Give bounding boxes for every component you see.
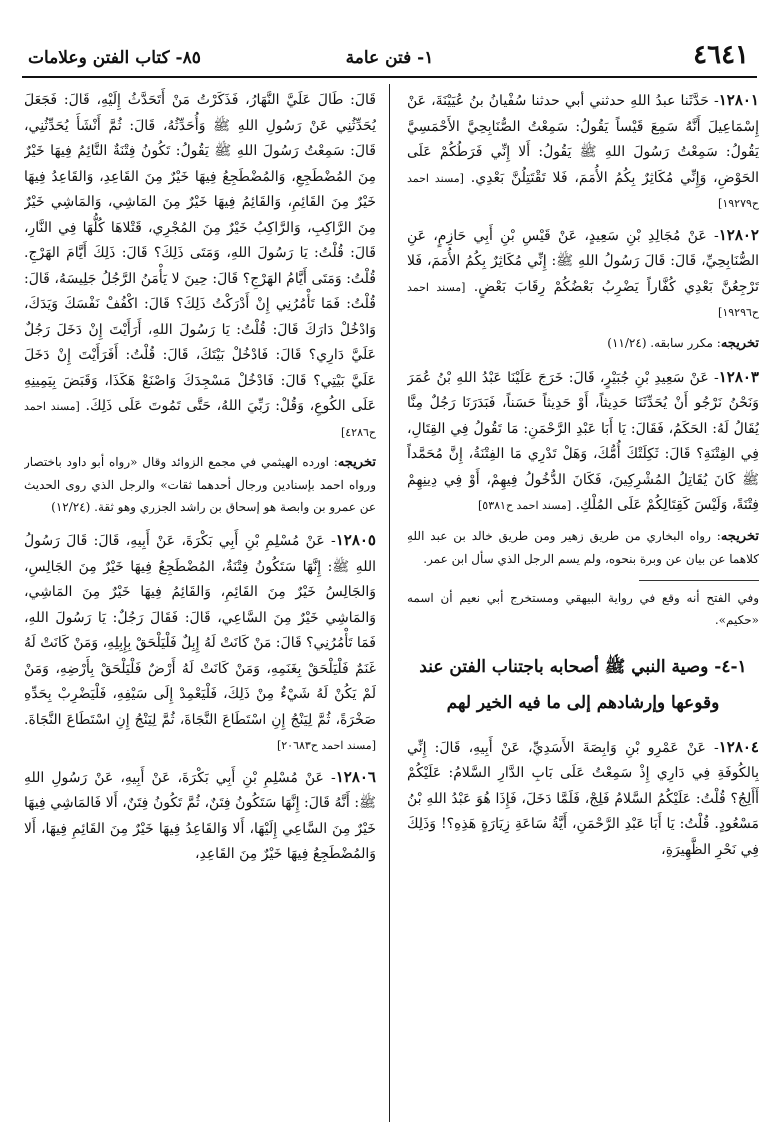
hadith-text: - عَنْ مُسْلِمِ بْنِ أَبِي بَكْرَةَ، عَنْ أَبِيهِ، عَنْ رَسُولِ اللهِ ﷺ: أَنَّهُ قَالَ: إِنَّهَا سَتَكُونُ فِتَنٌ، ثُمَّ تَكُونُ فِتَنٌ، أَلا فَالمَاشِي فِيهَا خَيْرٌ مِنَ السَّاعِي إِلَيْهَا، أَلا وَالقَاعِدُ فِيهَا خَيْرٌ مِنَ القَائِمِ فِيهَا، أَلا وَالمُضْطَجِعُ فِيهَا خَيْرٌ مِنَ القَاعِدِ، (24, 769, 376, 862)
hadith-text: - عَنْ سَعِيدِ بْنِ جُبَيْرٍ، قَالَ: خَرَجَ عَلَيْنَا عَبْدُ اللهِ بْنُ عُمَرَ وَنَحْنُ نَرْجُو أَنْ يُحَدِّثَنَا حَدِيثاً، أَوْ حَدِيثاً حَسَناً، فَبَدَرَنَا رَجُلٌ مِنَّا يُقَالُ لَهُ: الحَكَمُ، فَقَالَ: يَا أَبَا عَبْدِ الرَّحْمَنِ: مَا تَقُولُ فِي القِتَالِ، فِي الفِتْنَةِ؟ قَالَ: ثَكِلَتْكَ أُمُّكَ، وَهَلْ تَدْرِي مَا الفِتْنَةُ، إِنَّ مُحَمَّداً ﷺ كَانَ يُقَاتِلُ المُشْرِكِينَ، فَكَانَ الدُّخُولُ فِيهِمْ، أَوْ فِي دِينِهِمْ فِتْنَةً، وَلَيْسَ كَقِتَالِكُمْ عَلَى المُلْكِ. (407, 369, 759, 513)
note-separator (639, 580, 759, 581)
hadith-reference: [مسند احمد ح٤٢٨٦] (24, 400, 376, 439)
hadith-text: - عَنْ مُجَالِدِ بْنِ سَعِيدٍ، عَنْ قَيْسِ بْنِ أَبِي حَازِمٍ، عَنِ الصُّنَابِحِيِّ، قَالَ: قَالَ رَسُولُ اللهِ ﷺ: إِنِّي مُكَاثِرٌ بِكُمُ الأُمَمَ، فَلا تَرْجِعُنَّ بَعْدِي كُفَّاراً يَضْرِبُ بَعْضُكُمْ رِقَابَ بَعْضٍ. (407, 227, 759, 295)
hadith-text: قَالَ: طَالَ عَلَيَّ النَّهَارُ، فَذَكَرْتُ مَنْ أَتَحَدَّثُ إِلَيْهِ، قَالَ: فَجَعَلَ يُحَدِّثُنِي عَنْ رَسُولِ اللهِ ﷺ وَأُحَدِّثُهُ، قَالَ: ثُمَّ أَنْشَأَ يُحَدِّثُنِي، قَالَ: سَمِعْتُ رَسُولَ اللهِ ﷺ يَقُولُ: تَكُونُ فِتْنَةٌ النَّائِمُ فِيهَا خَيْرٌ مِنَ المُضْطَجِعِ، وَالمُضْطَجِعُ فِيهَا خَيْرٌ مِنَ القَاعِدِ، وَالقَاعِدُ فِيهَا خَيْرٌ مِنَ القَائِمِ، وَالقَائِمُ فِيهَا خَيْرٌ مِنَ المَاشِي، وَالمَاشِي خَيْرٌ مِنَ الرَّاكِبِ، وَالرَّاكِبُ خَيْرٌ مِنَ المُجْرِي، قَتْلاهَا كُلُّهَا فِي النَّارِ، قَالَ: قُلْتُ: يَا رَسُولَ اللهِ، وَمَتَى ذَلِكَ؟ قَالَ: ذَلِكَ أَيَّامَ الهَرْجِ. قُلْتُ: وَمَتَى أَيَّامُ الهَرْجِ؟ قَالَ: حِينَ لا يَأْمَنُ الرَّجُلُ جَلِيسَهُ، قَالَ: قُلْتُ: فَمَا تَأْمُرُنِي إِنْ أَدْرَكْتُ ذَلِكَ؟ قَالَ: اكْفُفْ نَفْسَكَ وَيَدَكَ، وَادْخُلْ دَارَكَ قَالَ: قُلْتُ: يَا رَسُولَ اللهِ، أَرَأَيْتَ إِنْ دَخَلَ رَجُلٌ عَلَيَّ دَارِي؟ قَالَ: فَادْخُلْ بَيْتَكَ، قَالَ: قُلْتُ: أَفَرَأَيْتَ إِنْ دَخَلَ عَلَيَّ بَيْتِي؟ قَالَ: فَادْخُلْ مَسْجِدَكَ وَاصْنَعْ هَكَذَا، وَقَبَضَ بِيَمِينِهِ عَلَى الكُوعِ، وَقُلْ: رَبِّيَ اللهُ، حَتَّى تَمُوتَ عَلَى ذَلِكَ. (24, 92, 376, 414)
page-header (22, 40, 757, 78)
hadith-number: ١٢٨٠٥ (335, 531, 376, 549)
column-divider (389, 84, 390, 1122)
footnote: وفي الفتح أنه وقع في رواية البيهقي ومستخرج أبي نعيم أن اسمه «حكيم». (407, 590, 759, 627)
hadith-text: - حَدَّثَنا عبدُ اللهِ حدثني أبي حدثنا سُفْيانُ بنُ عُيَيْنَةَ، عَنْ إِسْمَاعِيلَ أَنَّهُ سَمِعَ قَيْساً يَقُولُ: سَمِعْتُ الصُّنَابِحِيَّ الأَحْمَسِيَّ يَقُولُ: سَمِعْتُ رَسُولَ اللهِ ﷺ يَقُولُ: أَلا إِنِّي فَرَطُكُمْ عَلَى الحَوْضِ، وَإِنِّي مُكَاثِرٌ بِكُمُ الأُمَمَ، فَلا تَقْتَتِلُنَّ بَعْدِي. (407, 93, 759, 186)
chapter-heading: ١-٤- وصية النبي ﷺ أصحابه باجتناب الفتن عند وقوعها وإرشادهم إلى ما فيه الخير لهم (419, 656, 747, 713)
hadith-number: ١٢٨٠٢ (718, 225, 759, 244)
hadith-reference: [مسند احمد ح٢٠٦٨٣] (276, 739, 376, 752)
hadith-12806 (24, 765, 376, 868)
right-column (407, 88, 759, 1128)
takhrij-12804 (24, 451, 376, 518)
hadith-12804 (407, 735, 759, 864)
header-divider (22, 76, 757, 78)
hadith-reference: [مسند احمد ح١٩٢٩٦] (407, 280, 759, 319)
hadith-number: ١٢٨٠١ (718, 91, 759, 109)
left-column (24, 88, 376, 1128)
hadith-12803 (407, 365, 759, 519)
hadith-number: ١٢٨٠٣ (718, 367, 759, 386)
takhrij-12802 (407, 332, 759, 355)
hadith-reference: [مسند احمد ح٥٣٨١] (478, 499, 572, 512)
hadith-12801 (407, 88, 759, 217)
hadith-12804-continued (24, 88, 376, 445)
takhrij-text: : اورده الهيثمي في مجمع الزوائد وقال «رواه أبو داود باختصار ورواه احمد بإسنادين ورجال أحدهما ثقات» والرجل الذي روى الحديث عن عمرو بن وابصة هو إسحاق بن راشد الجزري وهو ثقة. (١٢/٢٤) (24, 455, 376, 514)
hadith-text: - عَنْ مُسْلِمِ بْنِ أَبِي بَكْرَةَ، عَنْ أَبِيهِ، قَالَ: قَالَ رَسُولُ اللهِ ﷺ: إِنَّهَا سَتَكُونُ فِتْنَةٌ، المُضْطَجِعُ فِيهَا خَيْرٌ مِنَ الجَالِسِ، وَالجَالِسُ خَيْرٌ مِنَ القَائِمِ، وَالقَائِمُ فِيهَا خَيْرٌ مِنَ المَاشِي، وَالمَاشِي خَيْرٌ مِنَ السَّاعِي، قَالَ: فَقَالَ رَجُلٌ: يَا رَسُولَ اللهِ، فَمَا تَأْمُرُنِي؟ قَالَ: مَنْ كَانَتْ لَهُ إِبِلٌ فَلْيَلْحَقْ بِإِبِلِهِ، وَمَنْ كَانَتْ لَهُ غَنَمٌ فَلْيَلْحَقْ بِغَنَمِهِ، وَمَنْ كَانَتْ لَهُ أَرْضٌ فَلْيَلْحَقْ بِأَرْضِهِ، وَمَنْ لَمْ يَكُنْ لَهُ شَيْءٌ مِنْ ذَلِكَ، فَلْيَعْمِدْ إِلَى سَيْفِهِ، فَلْيَضْرِبْ بِحَدِّهِ صَخْرَةً، ثُمَّ لِيَنْجُ إِنِ اسْتَطَاعَ النَّجَاةَ، ثُمَّ لِيَنْجُ إِنِ اسْتَطَاعَ النَّجَاةَ. (24, 533, 376, 728)
hadith-reference: [مسند احمد ح١٩٢٧٩] (407, 171, 759, 210)
takhrij-label: تخريجه (720, 528, 759, 544)
hadith-number: ١٢٨٠٦ (335, 767, 376, 786)
hadith-12805 (24, 528, 376, 759)
takhrij-label: تخريجه (720, 335, 759, 351)
hadith-text: - عَنْ عَمْرِو بْنِ وَابِصَةَ الأَسَدِيِّ، عَنْ أَبِيهِ، قَالَ: إِنِّي بِالكُوفَةِ فِي دَارِي إِذْ سَمِعْتُ عَلَى بَابِ الدَّارِ السَّلامُ: عَلَيْكُمْ أَأَلِجُ؟ قُلْتُ: عَلَيْكُمُ السَّلامُ فَلِجْ، فَلَمَّا دَخَلَ، فَإِذَا هُوَ عَبْدُ اللهِ بْنُ مَسْعُودٍ. قُلْتُ: يَا أَبَا عَبْدِ الرَّحْمَنِ، أَيَّةُ سَاعَةِ زِيَارَةٍ هَذِهِ؟! وَذَلِكَ فِي نَحْرِ الظَّهِيرَةِ، (407, 739, 759, 858)
page-number: ٤٦٤١ (693, 40, 749, 70)
takhrij-12803 (407, 525, 759, 570)
takhrij-label: تخريجه (337, 455, 376, 470)
takhrij-text: : رواه البخاري من طريق زهير ومن طريق خالد بن عبد اللهِ كلاهما عن بيان عن وبرة بنحوه، ولم يسم الرجل الذي سأل ابن عمر. (407, 528, 759, 566)
hadith-12802 (407, 223, 759, 326)
book-title: ٨٥- كتاب الفتن وعلامات (28, 48, 201, 68)
section-title: ١- فتن عامة (345, 48, 434, 68)
hadith-number: ١٢٨٠٤ (718, 737, 759, 756)
takhrij-text: : مكرر سابقه. (١١/٢٤) (607, 335, 721, 350)
